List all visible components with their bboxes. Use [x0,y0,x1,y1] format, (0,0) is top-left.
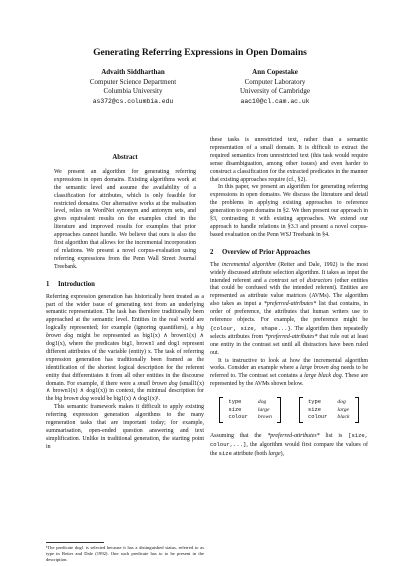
author-org: University of Cambridge [240,87,310,96]
author-email: as372@cs.columbia.edu [92,97,174,105]
avm-key: type [228,399,242,406]
overview-paragraph-1: The incremental algorithm (Reiter and Dale, 1992) is the most widely discussed attribute selection algorithm. It takes as input the intended referent and a contrast set of distractors (other entities that could be confused with the intended referent). Entities are represented as attribute value matrices (AVMs). The algorithm also takes as input a *preferred-attributes* list that contains, in order of preference, the attributes that human writers use to reference objects. For example, the preference might be {colour, size, shape...}. The algorithm then repeatedly selects attributes from *preferred-attributes* that rule out at least one entity in the contrast set until all distractors have been ruled out. [210,261,369,356]
author-block-2 [200,68,350,106]
left-column [46,137,204,452]
avm-examples [210,397,368,423]
avm-value: dog [257,399,267,406]
avm-key: type [307,399,321,406]
avm-value: large [257,406,270,413]
avm-key: size [307,406,321,413]
avm-key: size [228,406,242,413]
author-email: aac10@cl.cam.ac.uk [240,97,310,105]
outline-paragraph: In this paper, we present an algorithm for generating referring expressions in open domains. We discuss the literature and detail the problems in applying existing approaches to reference generation to open domains in §2. We then present our approach in §3, contrasting it with existing approaches. We extend our approach to handle relations in §3.3 and present a novel corpus-based evaluation on the Penn WSJ Treebank in §4. [210,184,368,238]
avm-value: large [337,406,350,413]
paper-title: Generating Referring Expressions in Open Domains [93,47,307,58]
avm-key: colour [307,414,328,420]
abstract-text [46,169,204,272]
author-name: Advaith Siddharthan [101,68,165,76]
abstract-paragraph: We present an algorithm for generating referring expressions in open domains. Existing algorithms work at the semantic level and assume the availability of a classification for attributes, which is only feasible for restricted domains. Our alternative works at the realisation level, relies on WordNet synonym and antonym sets, and gives equivalent results on the examples cited in the literature and improved results for examples that prior approaches cannot handle. We believe that ours is also the first algorithm that allows for the incremental incorporation of relations. We present a novel corpus-evaluation using referring expressions from the Penn Wall Street Journal Treebank. [54,168,196,270]
section-heading-introduction [46,281,204,289]
author-dept: Computer Science Department [89,77,177,86]
avm-value: dog [337,399,346,406]
avm-value: black [337,414,350,420]
intro-paragraph-2: This semantic framework makes it difficult to apply existing referring expression generation algorithms to the many regeneration tasks that are important today; for example, summarisation, open-ended question answering and text simplification. Unlike in traditional generation, the starting point in [46,404,204,450]
avm-matrix-referent [219,397,281,423]
overview-paragraph-2: It is instructive to look at how the incremental algorithm works. Consider an example where a large brown dog needs to be referred to. The contrast set contains a large black dog. These are represented by the AVMs shown below. [210,357,368,388]
section-title: Introduction [58,280,95,288]
section-title: Overview of Prior Approaches [222,248,311,256]
avm-key: colour [228,414,248,420]
section-heading-overview [210,249,368,257]
continued-paragraph: these tasks is unrestricted text, rather than a semantic representation of a small domain. It is difficult to extract the required semantics from unrestricted text (this task would require sense disambiguation, among other issues) and even harder to construct a classification for the extracted predicates in the manner that existing approaches require (cf., §2). [210,137,368,183]
footnote: ¹The predicate dog1 is selected because it has a distinguished status, referred to as type in Reiter and Dale (1992). One such predicate has to to be present in the description. [46,545,204,562]
intro-paragraph-1: Referring expression generation has historically been treated as a part of the wider issue of generating text from an underlying semantic representation. The task has therefore traditionally been approached at the semantic level. Entities in the real world are logically represented; for example (ignoring quantifiers), a big brown dog might be represented as big1(x) ∧ brown1(x) ∧ dog1(x), where the predicates big1, brown1 and dog1 represent different attributes of the variable (entity) x. The task of referring expression generation has traditionally been framed as the identification of the shortest logical description for the referent entity that differentiates it from all other entities in the discourse domain. For example, if there were a small brown dog (small1(x) ∧ brown1(x) ∧ dog1(x)) in context, the minimal description for the big brown dog would be big1(x) ∧ dog1(x)¹. [46,293,204,403]
section-number: 2 [210,248,214,256]
avm-matrix-distractor [299,397,359,423]
abstract-heading: Abstract [112,154,138,161]
section-number: 1 [46,280,50,288]
overview-paragraph-3: Assuming that the *preferred-attributes* list is [size, colour,...], the algorithm would first compare the values of the size attribute (both large), [210,432,368,458]
author-dept: Computer Laboratory [244,77,306,86]
footnote-rule [46,542,104,543]
author-name: Ann Copestake [252,68,298,76]
author-org: Columbia University [103,87,163,96]
avm-value: brown [257,414,272,420]
right-column [210,137,368,459]
author-block-1 [58,68,208,106]
